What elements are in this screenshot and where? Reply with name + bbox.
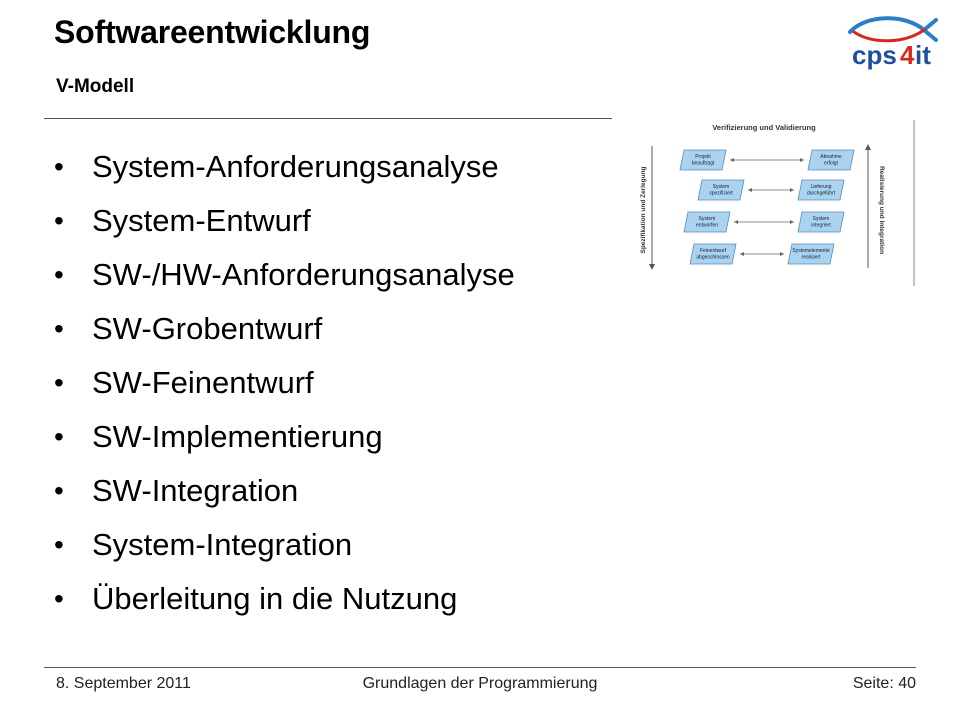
- list-item: [54, 140, 515, 194]
- left-arrow-icon: [734, 220, 738, 224]
- right-arrow-icon: [790, 220, 794, 224]
- logo-text-cps: cps: [852, 40, 897, 70]
- footer-page-number: Seite: 40: [852, 675, 916, 692]
- left-arrow-icon: [748, 188, 752, 192]
- bullet-icon: •: [54, 259, 64, 290]
- bullet-text: SW-Integration: [92, 473, 299, 508]
- bullet-icon: •: [54, 367, 64, 398]
- bullet-icon: •: [54, 583, 64, 614]
- list-item: [54, 410, 515, 464]
- right-box-3-label: System: [812, 216, 830, 222]
- left-arrow-icon: [740, 252, 744, 256]
- right-arrow-icon: [790, 188, 794, 192]
- right-arrow-icon: [800, 158, 804, 162]
- bullet-list: [54, 140, 515, 626]
- slide-title: Softwareentwicklung: [54, 14, 371, 50]
- bullet-text: SW-/HW-Anforderungsanalyse: [92, 257, 515, 292]
- right-box-3-label: integriert: [811, 222, 831, 229]
- diagram-right-label: Realisierung und Integration: [878, 165, 885, 255]
- header-divider: [44, 118, 612, 119]
- list-item: [54, 356, 515, 410]
- v-model-diagram: [636, 118, 916, 288]
- bullet-icon: •: [54, 151, 64, 182]
- bullet-text: SW-Grobentwurf: [92, 311, 323, 346]
- right-box-1-label: Abnahme: [820, 154, 842, 160]
- bullet-icon: •: [54, 205, 64, 236]
- bullet-text: Überleitung in die Nutzung: [92, 581, 458, 616]
- left-box-2-label: System: [712, 184, 730, 190]
- diagram-left-label: Spezifikation und Zerlegung: [640, 166, 647, 254]
- logo-text-it: it: [915, 40, 931, 70]
- bullet-text: SW-Feinentwurf: [92, 365, 314, 400]
- list-item: [54, 518, 515, 572]
- logo-text-4: 4: [900, 40, 915, 70]
- right-box-4-label: realisiert: [801, 254, 821, 261]
- down-arrow-icon: [649, 264, 655, 270]
- right-box-2-label: durchgeführt: [806, 190, 836, 197]
- right-box-2-label: Lieferung: [810, 184, 832, 190]
- bullet-text: System-Entwurf: [92, 203, 311, 238]
- footer-divider: [44, 667, 916, 668]
- slide-subtitle: V-Modell: [56, 76, 135, 97]
- up-arrow-icon: [865, 144, 871, 150]
- cps4it-logo: [846, 10, 940, 72]
- bullet-text: SW-Implementierung: [92, 419, 383, 454]
- left-box-4-label: Feinentwurf: [699, 248, 727, 254]
- left-arrow-icon: [730, 158, 734, 162]
- left-box-1-label: Projekt: [695, 154, 711, 160]
- footer-course: Grundlagen der Programmierung: [362, 675, 598, 692]
- left-box-4-label: abgeschlossen: [696, 254, 730, 261]
- bullet-icon: •: [54, 475, 64, 506]
- list-item: [54, 464, 515, 518]
- left-box-3-label: System: [698, 216, 716, 222]
- bullet-icon: •: [54, 529, 64, 560]
- bullet-text: System-Integration: [92, 527, 353, 562]
- footer-date: 8. September 2011: [56, 675, 191, 692]
- diagram-top-label: Verifizierung und Validierung: [712, 123, 816, 132]
- bullet-text: System-Anforderungsanalyse: [92, 149, 499, 184]
- left-box-1-label: beauftragt: [691, 160, 715, 167]
- right-arrow-icon: [780, 252, 784, 256]
- list-item: [54, 302, 515, 356]
- left-box-2-label: spezifiziert: [709, 190, 733, 197]
- right-box-1-label: erfolgt: [824, 160, 838, 167]
- bullet-icon: •: [54, 313, 64, 344]
- left-box-3-label: entworfen: [696, 222, 718, 229]
- right-box-4-label: Systemelemente: [792, 248, 830, 254]
- bullet-icon: •: [54, 421, 64, 452]
- list-item: [54, 194, 515, 248]
- list-item: [54, 572, 515, 626]
- list-item: [54, 248, 515, 302]
